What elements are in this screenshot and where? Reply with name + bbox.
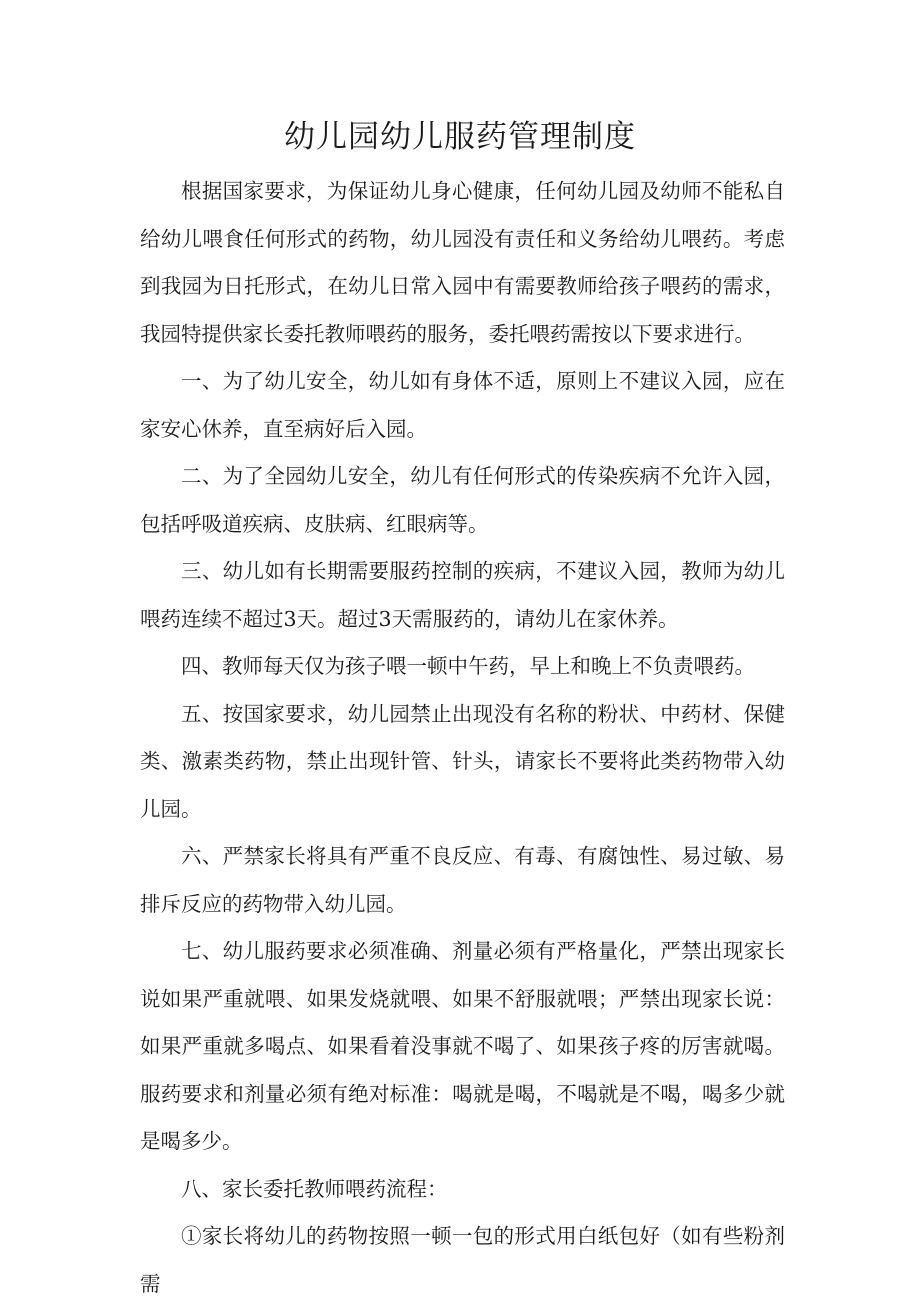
- paragraph-rule-2: 二、为了全园幼儿安全，幼儿有任何形式的传染疾病不允许入园，包括呼吸道疾病、皮肤病、红眼病等。: [140, 464, 785, 536]
- paragraph-rule-8: 八、家长委托教师喂药流程：: [181, 1176, 448, 1201]
- paragraph-rule-6: 六、严禁家长将具有严重不良反应、有毒、有腐蚀性、易过敏、易排斥反应的药物带入幼儿园。: [140, 844, 785, 916]
- paragraph-rule-4: 四、教师每天仅为孩子喂一顿中午药，早上和晚上不负责喂药。: [181, 654, 755, 678]
- paragraph-rule-3: 三、幼儿如有长期需要服药控制的疾病，不建议入园，教师为幼儿喂药连续不超过3天。超过3天需服药的，请幼儿在家休养。: [140, 559, 785, 631]
- paragraph-intro: 根据国家要求，为保证幼儿身心健康，任何幼儿园及幼师不能私自给幼儿喂食任何形式的药物，幼儿园没有责任和义务给幼儿喂药。考虑到我园为日托形式，在幼儿日常入园中有需要教师给孩子喂药的需求，我园特提供家长委托教师喂药的服务，委托喂药需按以下要求进行。: [140, 179, 785, 346]
- paragraph-rule-1: 一、为了幼儿安全，幼儿如有身体不适，原则上不建议入园，应在家安心休养，直至病好后入园。: [140, 369, 785, 441]
- paragraph-rule-7: 七、幼儿服药要求必须准确、剂量必须有严格量化，严禁出现家长说如果严重就喂、如果发烧就喂、如果不舒服就喂；严禁出现家长说：如果严重就多喝点、如果看着没事就不喝了、如果孩子疼的厉害就喝。服药要求和剂量必须有绝对标准：喝就是喝，不喝就是不喝，喝多少就是喝多少。: [140, 939, 785, 1153]
- paragraph-step-1: ①家长将幼儿的药物按照一顿一包的形式用白纸包好（如有些粉剂需: [140, 1224, 785, 1296]
- document-title: 幼儿园幼儿服药管理制度: [284, 119, 636, 155]
- document-body: [140, 168, 785, 1308]
- paragraph-rule-5: 五、按国家要求，幼儿园禁止出现没有名称的粉状、中药材、保健类、激素类药物，禁止出现针管、针头，请家长不要将此类药物带入幼儿园。: [140, 701, 785, 821]
